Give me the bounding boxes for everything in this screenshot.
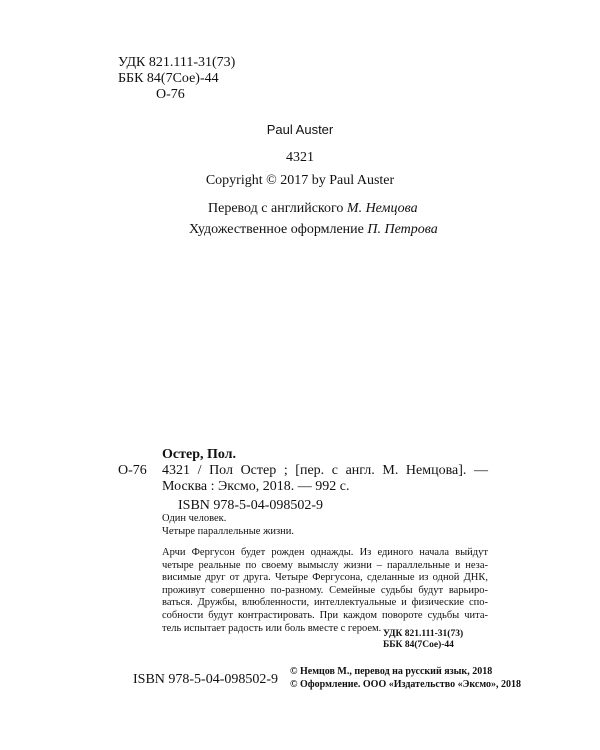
small-bbk-code: ББК 84(7Сое)-44: [383, 640, 454, 650]
original-title: 4321: [286, 150, 314, 165]
annotation: [162, 547, 488, 635]
copyright-design: © Оформление. ООО «Издательство «Эксмо», 2018: [290, 679, 521, 690]
copyright-translation: © Немцов М., перевод на русский язык, 2018: [290, 666, 493, 677]
translation-label: Перевод с английского: [208, 201, 344, 216]
annotation-line: четыре реальные по своему вымыслу жизни – параллельные и неза-: [162, 559, 488, 571]
designer-name: П. Петрова: [367, 222, 438, 237]
catalog-code: О-76: [118, 463, 147, 478]
annotation-line: тель испытает радость или боль вместе с героем.: [162, 622, 382, 634]
classification-block: [118, 55, 235, 103]
original-author: Paul Auster: [266, 122, 334, 137]
annotation-line: собности будут контрастировать. При каждом повороте судьбы чита-: [162, 609, 488, 621]
small-udk-code: УДК 821.111-31(73): [383, 629, 464, 639]
original-copyright: Copyright © 2017 by Paul Auster: [205, 173, 395, 188]
catalog-description: 4321 / Пол Остер ; [пер. с англ. М. Немцова]. — Москва : Эксмо, 2018. — 992 с.: [162, 463, 488, 494]
translator-name: М. Немцова: [346, 201, 418, 216]
bbk-code: ББК 84(7Сое)-44: [118, 71, 219, 86]
catalog-subtitle-1: Один человек.: [162, 513, 227, 524]
design-credit: [189, 222, 438, 238]
translation-credit: [208, 201, 418, 217]
annotation-line: ваться. Дружбы, влюбленности, интеллектуальные и физические спо-: [162, 597, 488, 609]
catalog-isbn: ISBN 978-5-04-098502-9: [178, 498, 324, 513]
annotation-line: проживут совершенно по-разному. Семейные судьбы будут варьиро-: [162, 584, 488, 596]
author-mark: О-76: [156, 87, 185, 102]
footer-copyrights: [290, 665, 521, 691]
annotation-line: Арчи Фергусон будет рожден однажды. Из единого начала выйдут: [162, 547, 488, 558]
annotation-line: висимые друг от друга. Четыре Фергусона, сделанные из одной ДНК,: [162, 572, 488, 584]
catalog-subtitle-2: Четыре параллельные жизни.: [162, 526, 294, 537]
design-label: Художественное оформление: [189, 222, 364, 237]
small-codes: [383, 629, 463, 651]
footer-isbn: ISBN 978-5-04-098502-9: [133, 672, 279, 687]
udk-code: УДК 821.111-31(73): [118, 55, 236, 70]
catalog-heading: Остер, Пол.: [162, 447, 237, 462]
